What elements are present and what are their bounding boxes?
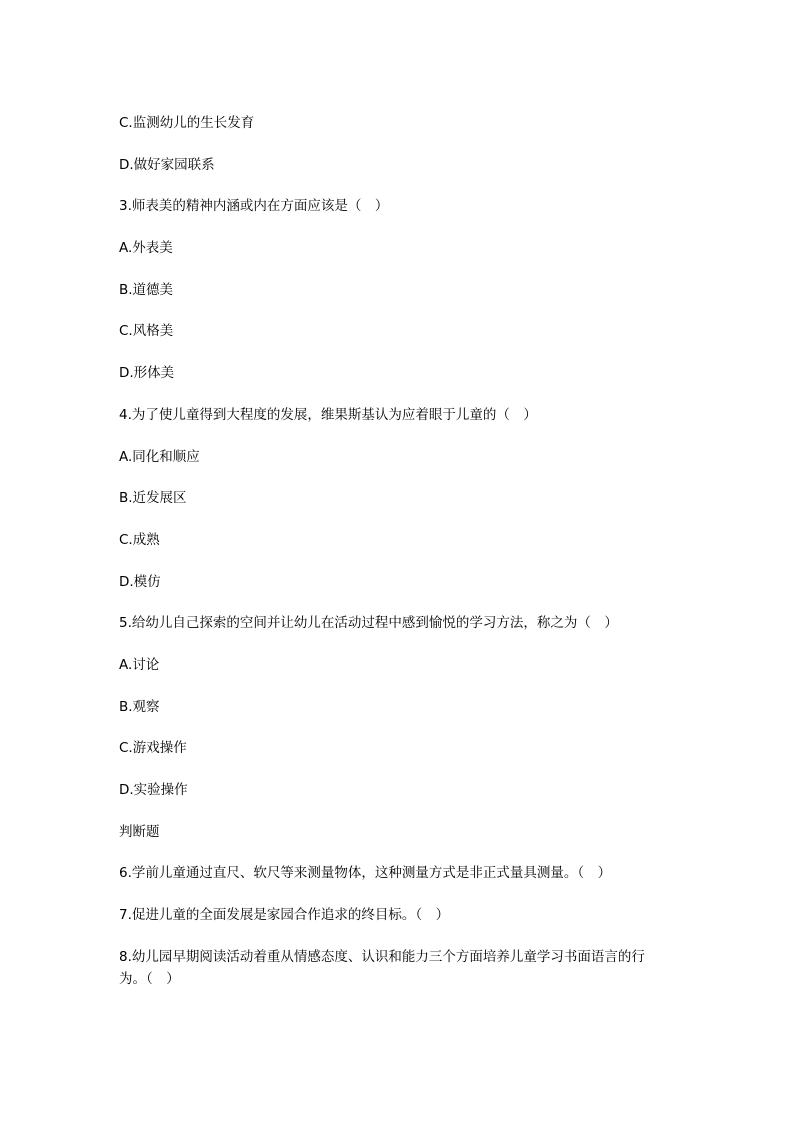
question-8-line-1: 8.幼儿园早期阅读活动着重从情感态度、认识和能力三个方面培养儿童学习书面语言的行 [119, 948, 645, 965]
question-5: 5.给幼儿自己探索的空间并让幼儿在活动过程中感到愉悦的学习方法，称之为（ ） [119, 615, 618, 632]
option-a-q5: A.讨论 [119, 656, 160, 673]
option-d-q5: D.实验操作 [119, 782, 188, 798]
option-a-q4: A.同化和顺应 [119, 448, 200, 465]
option-c-q2: C.监测幼儿的生长发育 [119, 115, 255, 131]
option-b-q5: B.观察 [119, 698, 160, 715]
question-3: 3.师表美的精神内涵或内在方面应该是（ ） [119, 198, 389, 215]
option-a-q3: A.外表美 [119, 240, 173, 257]
question-8-line-2: 为。（ ） [119, 970, 180, 987]
option-c-q3: C.风格美 [119, 323, 174, 340]
option-d-q2: D.做好家园联系 [119, 156, 215, 173]
question-8 [119, 946, 679, 990]
question-7: 7.促进儿童的全面发展是家园合作追求的终目标。（ ） [119, 907, 450, 924]
option-b-q4: B.近发展区 [119, 490, 187, 507]
document-page [119, 112, 679, 990]
section-heading-true-false: 判断题 [119, 823, 160, 840]
question-4: 4.为了使儿童得到大程度的发展，维果斯基认为应着眼于儿童的（ ） [119, 406, 537, 423]
option-d-q4: D.模仿 [119, 573, 161, 590]
option-b-q3: B.道德美 [119, 281, 174, 298]
question-6: 6.学前儿童通过直尺、软尺等来测量物体，这种测量方式是非正式量具测量。（ ） [119, 865, 612, 882]
option-c-q4: C.成熟 [119, 531, 160, 548]
option-c-q5: C.游戏操作 [119, 740, 187, 757]
option-d-q3: D.形体美 [119, 365, 175, 382]
